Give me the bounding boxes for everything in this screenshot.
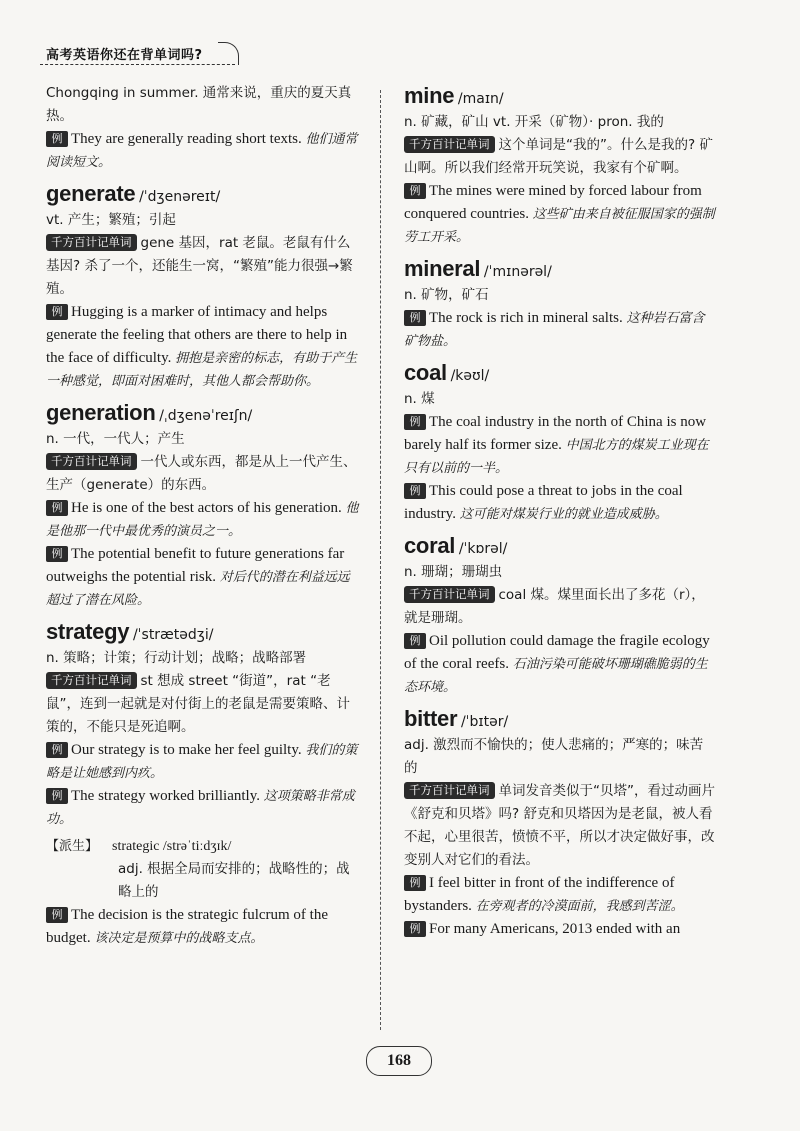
example-badge: 例 <box>46 546 68 562</box>
example-en: The strategy worked brilliantly. <box>71 788 260 804</box>
example-badge: 例 <box>46 304 68 320</box>
book-title: 高考英语你还在背单词吗? <box>46 48 203 63</box>
memory-badge: 千方百计记单词 <box>404 782 495 799</box>
example-zh: 这可能对煤炭行业的就业造成威胁。 <box>459 507 668 522</box>
definition: n. 策略；计策；行动计划；战略；战略部署 <box>46 650 307 666</box>
memory-badge: 千方百计记单词 <box>46 672 137 689</box>
definition: vt. 产生；繁殖；引起 <box>46 212 176 228</box>
example-badge: 例 <box>404 183 426 199</box>
example-zh: 我们的策略是让她感到内疚。 <box>46 743 358 781</box>
example <box>46 543 362 612</box>
example-zh: 拥抱是亲密的标志，有助于产生一种感觉，即面对困难时，其他人都会帮助你。 <box>46 351 358 389</box>
headword: coral <box>404 533 456 558</box>
example-en: The coal industry in the north of China is now barely half its former size. <box>404 414 707 453</box>
memory-text: 一代人或东西，都是从上一代产生、生产（generate）的东西。 <box>46 454 357 493</box>
definition: adj. 激烈而不愉快的；使人悲痛的；严寒的；味苦的 <box>404 737 704 776</box>
example-en: Hugging is a marker of intimacy and helps generate the feeling that others are there to help in the face of difficulty. <box>46 304 348 366</box>
memory-tip <box>46 670 362 739</box>
memory-tip <box>404 134 716 180</box>
example <box>46 128 362 174</box>
phonetic: /kəʊl/ <box>450 368 490 384</box>
memory-badge: 千方百计记单词 <box>404 136 495 153</box>
example-en: For many Americans, 2013 ended with an <box>429 921 681 937</box>
memory-badge: 千方百计记单词 <box>404 586 495 603</box>
headword: coal <box>404 360 447 385</box>
memory-text: gene 基因，rat 老鼠。老鼠有什么基因? 杀了一个，还能生一窝，“繁殖”能力很强→繁殖。 <box>46 235 353 297</box>
derived-word <box>46 835 362 858</box>
example <box>404 180 716 249</box>
example-en: He is one of the best actors of his generation. <box>71 500 342 516</box>
example-en: I feel bitter in front of the indifference of bystanders. <box>404 875 675 914</box>
example-zh: 中国北方的煤炭工业现在只有以前的一半。 <box>404 438 709 476</box>
example-en: This could pose a threat to jobs in the coal industry. <box>404 483 683 522</box>
example-zh: 这些矿由来自被征服国家的强制劳工开采。 <box>404 207 715 245</box>
example-zh: 他们通常阅读短文。 <box>46 132 358 170</box>
right-column <box>404 82 716 941</box>
derived-tag: 【派生】 <box>46 839 99 854</box>
phonetic: /ˈkɒrəl/ <box>458 541 508 557</box>
example <box>404 411 716 480</box>
memory-badge: 千方百计记单词 <box>46 453 137 470</box>
memory-tip <box>404 584 716 630</box>
definition: n. 珊瑚；珊瑚虫 <box>404 564 503 580</box>
entry-generate <box>46 180 362 393</box>
memory-text: st 想成 street “街道”，rat “老鼠”，连到一起就是对付街上的老鼠是需要策略、计策的，不能只是死追啊。 <box>46 673 350 735</box>
example <box>46 785 362 831</box>
entry-mine <box>404 82 716 249</box>
example-zh: 该决定是预算中的战略支点。 <box>94 931 264 946</box>
example-en: Our strategy is to make her feel guilty. <box>71 742 302 758</box>
example-zh: 这项策略非常成功。 <box>46 789 355 827</box>
example-badge: 例 <box>404 633 426 649</box>
example-badge: 例 <box>46 500 68 516</box>
entry-strategy <box>46 618 362 950</box>
example-en: Oil pollution could damage the fragile ecology of the coral reefs. <box>404 633 710 672</box>
phonetic: /ˈmɪnərəl/ <box>483 264 552 280</box>
phonetic: /ˌdʒenəˈreɪʃn/ <box>159 408 253 424</box>
running-header <box>40 38 240 66</box>
example <box>404 918 716 941</box>
example-en: The mines were mined by forced labour from conquered countries. <box>404 183 702 222</box>
definition: n. 一代，一代人；产生 <box>46 431 185 447</box>
example-zh: 他是他那一代中最优秀的演员之一。 <box>46 501 359 539</box>
phonetic: /ˈbɪtər/ <box>460 714 509 730</box>
example <box>404 480 716 526</box>
phonetic: /ˈstrætədʒi/ <box>132 627 214 643</box>
derived-headword: strategic /strəˈtiːdʒɪk/ <box>112 839 232 854</box>
example <box>46 301 362 393</box>
entry-mineral <box>404 255 716 353</box>
example-zh: 在旁观者的冷漠面前，我感到苦涩。 <box>475 899 684 914</box>
derived-definition: adj. 根据全局而安排的；战略性的；战略上的 <box>118 861 350 900</box>
example-badge: 例 <box>404 875 426 891</box>
example-badge: 例 <box>46 788 68 804</box>
column-divider <box>380 90 381 1030</box>
memory-text: coal 煤。煤里面长出了多花（r），就是珊瑚。 <box>404 587 705 626</box>
example-en: The decision is the strategic fulcrum of the budget. <box>46 907 328 946</box>
example-zh: 对后代的潜在利益远远超过了潜在风险。 <box>46 570 350 608</box>
example-en: The potential benefit to future generations far outweighs the potential risk. <box>46 546 345 585</box>
memory-text: 这个单词是“我的”。什么是我的? 矿山啊。所以我们经常开玩笑说，我家有个矿啊。 <box>404 137 713 176</box>
phonetic: /maɪn/ <box>457 91 504 107</box>
phonetic: /ˈdʒenəreɪt/ <box>139 189 221 205</box>
entry-bitter <box>404 705 716 941</box>
headword: mine <box>404 83 455 108</box>
example-badge: 例 <box>46 907 68 923</box>
headword: strategy <box>46 619 130 644</box>
header-ornament <box>218 42 239 65</box>
definition: n. 矿物，矿石 <box>404 287 489 303</box>
entry-coal <box>404 359 716 526</box>
memory-badge: 千方百计记单词 <box>46 234 137 251</box>
example-badge: 例 <box>404 921 426 937</box>
example-badge: 例 <box>46 742 68 758</box>
example <box>404 307 716 353</box>
example-zh: 石油污染可能破坏珊瑚礁脆弱的生态环境。 <box>404 657 708 695</box>
headword: generation <box>46 400 156 425</box>
entry-generation <box>46 399 362 612</box>
memory-text: 单词发音类似于“贝塔”，看过动画片《舒克和贝塔》吗? 舒克和贝塔因为是老鼠，被人看不起，心里很苦，愤愤不平，所以才决定做好事，改变别人对它们的看法。 <box>404 783 715 868</box>
example <box>404 630 716 699</box>
left-column <box>46 82 362 950</box>
example <box>46 904 362 950</box>
page-number: 168 <box>366 1046 432 1076</box>
continued-text: Chongqing in summer. 通常来说，重庆的夏天真热。 <box>46 85 352 124</box>
entry-coral <box>404 532 716 699</box>
example <box>46 739 362 785</box>
memory-tip <box>46 232 362 301</box>
header-rule <box>40 64 235 65</box>
definition: n. 矿藏，矿山 vt. 开采（矿物）· pron. 我的 <box>404 114 664 130</box>
example-badge: 例 <box>404 414 426 430</box>
example <box>46 497 362 543</box>
definition: n. 煤 <box>404 391 435 407</box>
example-en: The rock is rich in mineral salts. <box>429 310 623 326</box>
memory-tip <box>46 451 362 497</box>
example-badge: 例 <box>404 483 426 499</box>
headword: mineral <box>404 256 481 281</box>
headword: bitter <box>404 706 458 731</box>
example-zh: 这种岩石富含矿物盐。 <box>404 311 705 349</box>
example-badge: 例 <box>46 131 68 147</box>
example-badge: 例 <box>404 310 426 326</box>
example <box>404 872 716 918</box>
headword: generate <box>46 181 136 206</box>
memory-tip <box>404 780 716 872</box>
example-en: They are generally reading short texts. <box>71 131 302 147</box>
